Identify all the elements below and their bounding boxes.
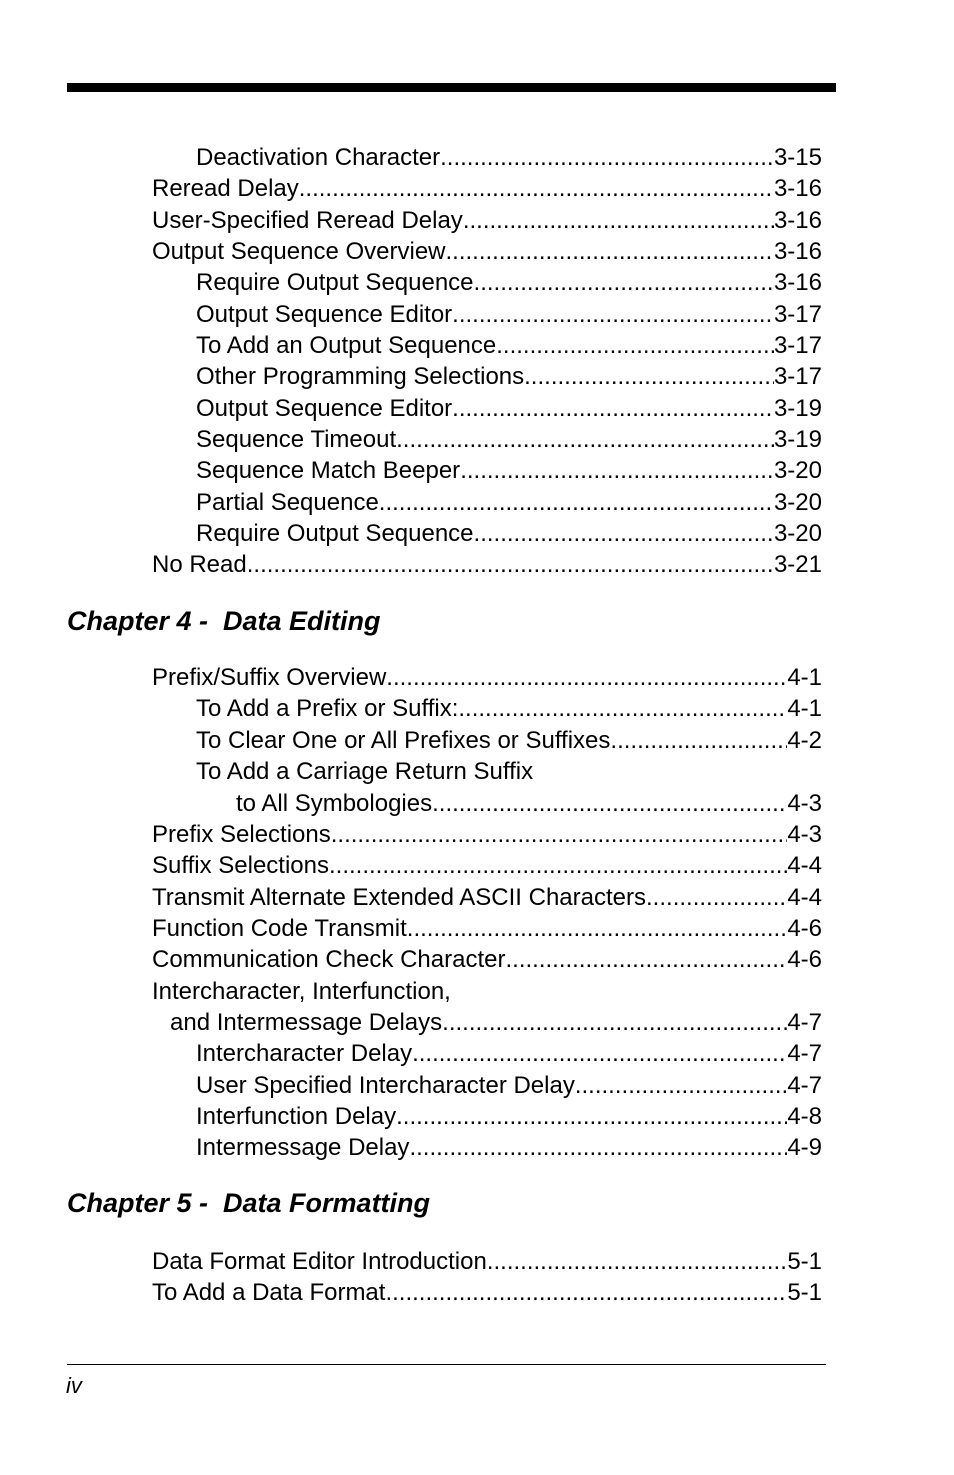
leader-dots bbox=[505, 945, 787, 975]
toc-entry[interactable] bbox=[196, 425, 822, 455]
leader-dots bbox=[442, 1008, 787, 1038]
toc-entry-title: Prefix Selections bbox=[152, 821, 331, 848]
toc-entry-title: Transmit Alternate Extended ASCII Characters bbox=[152, 884, 647, 911]
toc-entry-page: 4-4 bbox=[787, 852, 822, 879]
toc-entry-title: User Specified Intercharacter Delay bbox=[196, 1072, 575, 1099]
leader-dots bbox=[446, 237, 774, 267]
leader-dots bbox=[409, 1133, 787, 1163]
leader-dots bbox=[299, 174, 774, 204]
toc-entry-title[interactable]: To Add a Carriage Return Suffix bbox=[196, 758, 534, 785]
toc-entry-page: 3-16 bbox=[773, 207, 822, 234]
toc-entry[interactable] bbox=[236, 789, 822, 819]
toc-entry[interactable] bbox=[196, 394, 822, 424]
toc-entry-page: 4-3 bbox=[787, 790, 822, 817]
toc-entry-page: 3-20 bbox=[773, 520, 822, 547]
leader-dots bbox=[610, 726, 787, 756]
leader-dots bbox=[412, 1039, 787, 1069]
toc-entry-page: 4-7 bbox=[787, 1040, 822, 1067]
toc-entry-page: 4-1 bbox=[787, 695, 822, 722]
toc-entry-page: 4-7 bbox=[787, 1009, 822, 1036]
leader-dots bbox=[432, 789, 787, 819]
toc-entry-title: Function Code Transmit bbox=[152, 915, 407, 942]
toc-entry-page: 3-17 bbox=[773, 332, 822, 359]
toc-entry[interactable] bbox=[196, 1039, 822, 1069]
toc-entry-page: 4-6 bbox=[787, 915, 822, 942]
toc-entry[interactable] bbox=[196, 143, 822, 173]
toc-entry-page: 4-8 bbox=[787, 1103, 822, 1130]
leader-dots bbox=[396, 425, 774, 455]
leader-dots bbox=[386, 663, 787, 693]
toc-entry-title: To Add an Output Sequence bbox=[196, 332, 497, 359]
leader-dots bbox=[452, 300, 774, 330]
toc-entry[interactable] bbox=[196, 362, 822, 392]
toc-entry-page: 4-9 bbox=[787, 1134, 822, 1161]
chapter-heading: Chapter 4 - Data Editing bbox=[67, 606, 381, 636]
leader-dots bbox=[396, 1102, 787, 1132]
toc-entry[interactable] bbox=[196, 331, 822, 361]
toc-entry-title: Communication Check Character bbox=[152, 946, 506, 973]
toc-entry[interactable] bbox=[152, 237, 822, 267]
leader-dots bbox=[379, 488, 774, 518]
toc-entry-title: No Read bbox=[152, 551, 247, 578]
leader-dots bbox=[524, 362, 774, 392]
toc-entry[interactable] bbox=[196, 694, 822, 724]
leader-dots bbox=[646, 883, 787, 913]
leader-dots bbox=[474, 519, 774, 549]
toc-entry-title: Sequence Timeout bbox=[196, 426, 397, 453]
leader-dots bbox=[329, 851, 787, 881]
toc-entry-page: 3-20 bbox=[773, 457, 822, 484]
toc-entry-page: 5-1 bbox=[787, 1248, 822, 1275]
chapter-heading: Chapter 5 - Data Formatting bbox=[67, 1188, 431, 1218]
toc-entry[interactable] bbox=[196, 268, 822, 298]
toc-entry-title: Output Sequence Editor bbox=[196, 395, 453, 422]
toc-entry-page: 3-19 bbox=[773, 426, 822, 453]
toc-entry[interactable] bbox=[170, 1008, 822, 1038]
toc-entry[interactable] bbox=[152, 914, 822, 944]
toc-entry-title: Partial Sequence bbox=[196, 489, 379, 516]
toc-entry[interactable] bbox=[196, 519, 822, 549]
leader-dots bbox=[331, 820, 788, 850]
toc-entry[interactable] bbox=[196, 1071, 822, 1101]
page-number: iv bbox=[66, 1373, 82, 1398]
toc-entry[interactable] bbox=[152, 550, 822, 580]
leader-dots bbox=[458, 694, 787, 724]
leader-dots bbox=[440, 143, 774, 173]
toc-entry-title: Sequence Match Beeper bbox=[196, 457, 461, 484]
toc-entry-page: 3-20 bbox=[773, 489, 822, 516]
toc-entry-page: 3-16 bbox=[773, 238, 822, 265]
header-rule bbox=[67, 83, 836, 92]
toc-entry-title: to All Symbologies bbox=[236, 790, 433, 817]
toc-entry[interactable] bbox=[152, 883, 822, 913]
toc-entry-page: 4-6 bbox=[787, 946, 822, 973]
toc-entry-page: 4-1 bbox=[787, 664, 822, 691]
toc-entry-title: Require Output Sequence bbox=[196, 520, 474, 547]
toc-entry-title: Other Programming Selections bbox=[196, 363, 525, 390]
toc-entry-title: User-Specified Reread Delay bbox=[152, 207, 463, 234]
toc-entry-title: and Intermessage Delays bbox=[170, 1009, 443, 1036]
toc-entry-title: Require Output Sequence bbox=[196, 269, 474, 296]
toc-entry-page: 3-16 bbox=[773, 175, 822, 202]
leader-dots bbox=[496, 331, 774, 361]
toc-entry[interactable] bbox=[196, 300, 822, 330]
toc-entry-title: Data Format Editor Introduction bbox=[152, 1248, 487, 1275]
toc-entry[interactable] bbox=[152, 851, 822, 881]
footer-rule bbox=[67, 1364, 826, 1365]
leader-dots bbox=[575, 1071, 787, 1101]
toc-entry-title: Prefix/Suffix Overview bbox=[152, 664, 387, 691]
toc-entry-title: To Add a Prefix or Suffix: bbox=[196, 695, 459, 722]
toc-entry[interactable] bbox=[196, 488, 822, 518]
toc-entry-page: 3-15 bbox=[773, 144, 822, 171]
toc-entry[interactable] bbox=[152, 1247, 822, 1277]
toc-entry-title: Suffix Selections bbox=[152, 852, 329, 879]
toc-entry-page: 3-19 bbox=[773, 395, 822, 422]
leader-dots bbox=[463, 206, 774, 236]
toc-entry-title: Output Sequence Overview bbox=[152, 238, 446, 265]
leader-dots bbox=[487, 1247, 787, 1277]
leader-dots bbox=[385, 1278, 787, 1308]
toc-entry[interactable] bbox=[196, 726, 822, 756]
toc-entry-page: 3-17 bbox=[773, 301, 822, 328]
leader-dots bbox=[474, 268, 774, 298]
toc-entry[interactable] bbox=[152, 1278, 822, 1308]
toc-entry[interactable] bbox=[196, 1133, 822, 1163]
leader-dots bbox=[452, 394, 774, 424]
toc-entry-title[interactable]: Intercharacter, Interfunction, bbox=[152, 978, 451, 1005]
leader-dots bbox=[407, 914, 788, 944]
toc-entry-title: Output Sequence Editor bbox=[196, 301, 453, 328]
toc-entry[interactable] bbox=[152, 945, 822, 975]
toc-entry-title: Interfunction Delay bbox=[196, 1103, 397, 1130]
toc-entry-title: Deactivation Character bbox=[196, 144, 441, 171]
toc-entry-page: 4-7 bbox=[787, 1072, 822, 1099]
toc-entry[interactable] bbox=[196, 1102, 822, 1132]
toc-entry-title: To Add a Data Format bbox=[152, 1279, 386, 1306]
toc-entry-page: 3-17 bbox=[773, 363, 822, 390]
toc-entry-title: Intercharacter Delay bbox=[196, 1040, 413, 1067]
toc-entry-page: 4-2 bbox=[787, 727, 822, 754]
toc-entry[interactable] bbox=[152, 206, 822, 236]
toc-entry-page: 5-1 bbox=[787, 1279, 822, 1306]
toc-entry[interactable] bbox=[152, 174, 822, 204]
toc-entry[interactable] bbox=[152, 663, 822, 693]
leader-dots bbox=[247, 550, 774, 580]
toc-entry-title: Intermessage Delay bbox=[196, 1134, 410, 1161]
toc-entry-title: Reread Delay bbox=[152, 175, 299, 202]
toc-entry[interactable] bbox=[196, 456, 822, 486]
toc-entry-page: 4-4 bbox=[787, 884, 822, 911]
toc-entry-page: 4-3 bbox=[787, 821, 822, 848]
toc-entry-page: 3-21 bbox=[773, 551, 822, 578]
toc-entry[interactable] bbox=[152, 820, 822, 850]
toc-entry-title: To Clear One or All Prefixes or Suffixes bbox=[196, 727, 611, 754]
leader-dots bbox=[460, 456, 774, 486]
toc-entry-page: 3-16 bbox=[773, 269, 822, 296]
